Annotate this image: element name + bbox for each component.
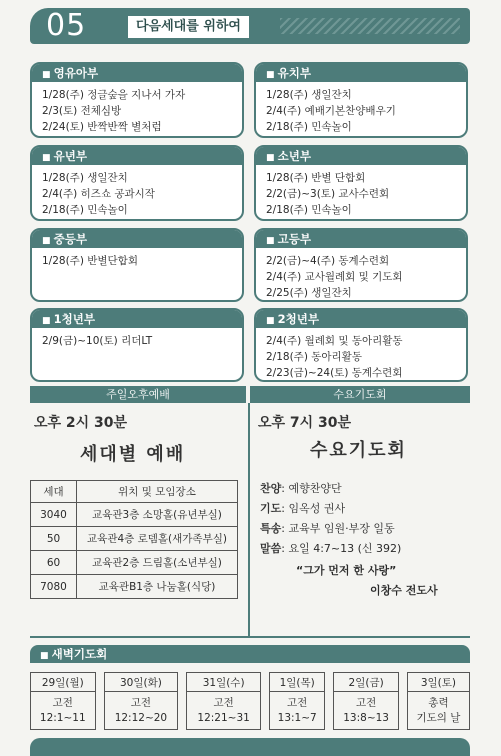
- dept-box-primary: [30, 145, 244, 221]
- footer-bar: [30, 738, 470, 756]
- wednesday-service-bar: 수요기도회: [250, 386, 470, 403]
- dept-item: 2/18(주) 동아리활동: [266, 351, 362, 363]
- table-row: [31, 575, 238, 599]
- dept-item: 1/28(주) 생일잔치: [266, 89, 352, 101]
- sunday-time: 오후 2시 30분: [34, 415, 128, 431]
- wednesday-title: 수요기도회: [310, 440, 407, 461]
- column-divider: [248, 403, 250, 636]
- dept-title: ■ 1청년부: [32, 310, 242, 328]
- table-cell: 교육관B1층 나눔홀(식당): [77, 575, 238, 599]
- dept-item: 1/28(주) 반별 단합회: [266, 172, 366, 184]
- dept-box-high: [254, 228, 468, 302]
- dept-title: ■ 2청년부: [256, 310, 466, 328]
- dept-title: ■ 유년부: [32, 147, 242, 165]
- day-date: 31일(수): [186, 672, 261, 692]
- program-line: 특송: 교육부 임원·부장 일동: [260, 522, 395, 535]
- dept-box-infant: [30, 62, 244, 138]
- day-reading: 고전 13:1~7: [269, 692, 325, 730]
- section-divider: [30, 636, 470, 638]
- dept-title: ■ 고등부: [256, 230, 466, 248]
- sunday-title: 세대별 예배: [80, 444, 186, 465]
- decorative-stripe: [280, 18, 460, 34]
- dept-item: 1/28(주) 생일잔치: [42, 172, 128, 184]
- day-date: 29일(월): [30, 672, 96, 692]
- dept-item: 2/18(주) 민속놀이: [42, 204, 128, 216]
- generation-table: [30, 480, 238, 599]
- dawn-prayer-table: [22, 672, 478, 730]
- table-cell: 3040: [31, 503, 77, 527]
- sermon-title: “그가 먼저 한 사랑”: [296, 564, 397, 577]
- table-header: 위치 및 모임장소: [77, 481, 238, 503]
- day-reading: 총력 기도의 날: [407, 692, 470, 730]
- dawn-prayer-bar: ■ 새벽기도회: [30, 645, 470, 663]
- day-date: 1일(목): [269, 672, 325, 692]
- day-date: 3일(토): [407, 672, 470, 692]
- program-line: 찬양: 예향찬양단: [260, 482, 342, 495]
- dept-title: ■ 소년부: [256, 147, 466, 165]
- dept-item: 2/18(주) 민속놀이: [266, 204, 352, 216]
- sunday-service-bar: 주일오후예배: [30, 386, 246, 403]
- dept-item: 2/4(주) 월례회 및 동아리활동: [266, 335, 403, 347]
- table-row: [31, 503, 238, 527]
- dept-item: 2/2(금)~3(토) 교사수련회: [266, 188, 390, 200]
- table-cell: 교육관2층 드림홀(소년부실): [77, 551, 238, 575]
- dept-title: ■ 영유아부: [32, 64, 242, 82]
- day-reading: 고전 13:8~13: [333, 692, 399, 730]
- day-reading: 고전 12:12~20: [104, 692, 179, 730]
- wednesday-time: 오후 7시 30분: [258, 415, 352, 431]
- dept-box-middle: [30, 228, 244, 302]
- day-reading: 고전 12:1~11: [30, 692, 96, 730]
- dept-item: 2/9(금)~10(토) 리더LT: [42, 335, 153, 347]
- day-date: 2일(금): [333, 672, 399, 692]
- dept-item: 2/3(토) 전체심방: [42, 105, 122, 117]
- table-cell: 교육관4층 로뎀홀(새가족부실): [77, 527, 238, 551]
- dept-box-junior: [254, 145, 468, 221]
- dept-item: 1/28(주) 반별단합회: [42, 255, 138, 267]
- table-row: [31, 527, 238, 551]
- dept-box-youth1: [30, 308, 244, 382]
- day-date: 30일(화): [104, 672, 179, 692]
- table-cell: 교육관3층 소망홀(유년부실): [77, 503, 238, 527]
- section-header: [30, 8, 470, 44]
- program-line: 말씀: 요일 4:7~13 (신 392): [260, 542, 402, 555]
- dept-item: 2/23(금)~24(토) 동계수련회: [266, 367, 403, 379]
- dept-item: 2/18(주) 민속놀이: [266, 121, 352, 133]
- day-reading: 고전 12:21~31: [186, 692, 261, 730]
- dept-item: 2/24(토) 반짝반짝 별처럼: [42, 121, 162, 133]
- table-cell: 60: [31, 551, 77, 575]
- table-row: [31, 551, 238, 575]
- table-cell: 50: [31, 527, 77, 551]
- dept-item: 2/4(주) 히즈쇼 공과시작: [42, 188, 155, 200]
- dept-box-kindergarten: [254, 62, 468, 138]
- preacher: 이창수 전도사: [370, 584, 438, 597]
- section-number: 05: [46, 8, 87, 43]
- table-cell: 7080: [31, 575, 77, 599]
- dept-box-youth2: [254, 308, 468, 382]
- dept-item: 2/4(주) 교사월례회 및 기도회: [266, 271, 403, 283]
- dept-item: 1/28(주) 정글숲을 지나서 가자: [42, 89, 186, 101]
- program-line: 기도: 임옥성 권사: [260, 502, 346, 515]
- section-title: 다음세대를 위하여: [128, 16, 249, 38]
- dept-item: 2/2(금)~4(주) 동계수련회: [266, 255, 390, 267]
- table-header: 세대: [31, 481, 77, 503]
- dept-item: 2/25(주) 생일잔치: [266, 287, 352, 299]
- dept-title: ■ 유치부: [256, 64, 466, 82]
- dept-item: 2/4(주) 예배기본찬양배우기: [266, 105, 396, 117]
- dept-title: ■ 중등부: [32, 230, 242, 248]
